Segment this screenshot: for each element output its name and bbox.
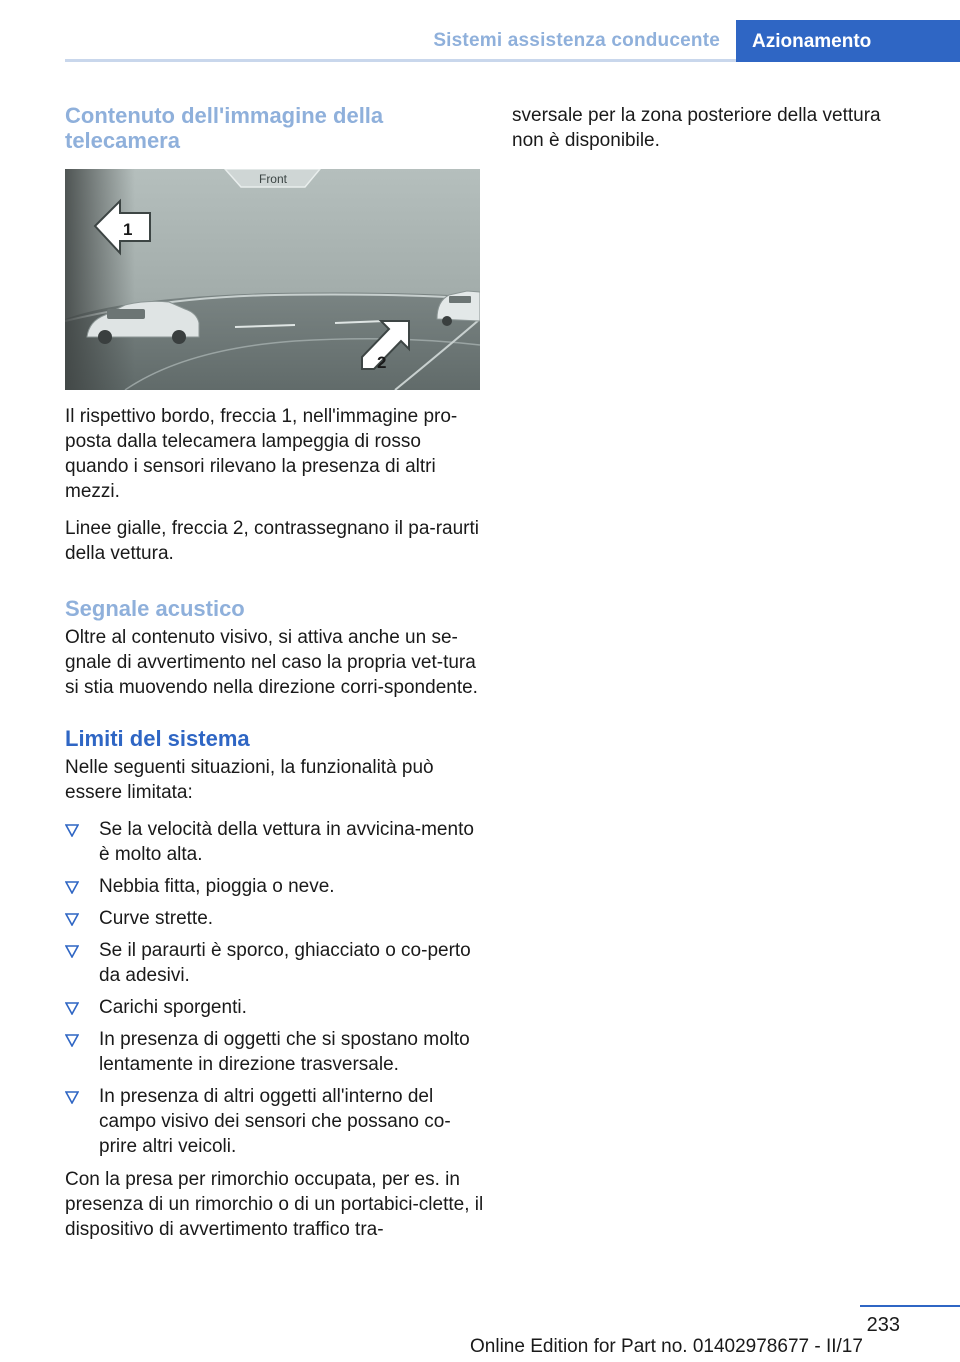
arrow-1-label: 1 xyxy=(123,220,133,239)
list-item-text: Carichi sporgenti. xyxy=(99,997,247,1018)
triangle-bullet-icon xyxy=(65,944,79,958)
paragraph-limits-intro: Nelle seguenti situazioni, la funzionalità può essere limitata: xyxy=(65,757,434,803)
page-number: 233 xyxy=(866,1314,900,1336)
triangle-bullet-icon xyxy=(65,1033,79,1047)
list-item-text: In presenza di oggetti che si spostano molto lentamente in direzione trasversale. xyxy=(99,1029,470,1075)
heading-camera-image: Contenuto dell'immagine della telecamera xyxy=(65,103,384,153)
heading-acoustic-signal: Segnale acustico xyxy=(65,596,245,621)
paragraph-trailer-socket: Con la presa per rimorchio occupata, per es. in presenza di un rimorchio o di un portabici-clette, il dispositivo di avvertimento traffico tra- xyxy=(65,1169,484,1240)
list-item-text: Curve strette. xyxy=(99,908,214,929)
list-item xyxy=(65,995,485,1020)
triangle-bullet-icon xyxy=(65,912,79,926)
list-item xyxy=(65,906,485,931)
triangle-bullet-icon xyxy=(65,1001,79,1015)
arrow-2-label: 2 xyxy=(377,353,387,372)
edition-footer: Online Edition for Part no. 01402978677 - II/17 xyxy=(470,1336,863,1357)
header-section-title[interactable]: Sistemi assistenza conducente xyxy=(433,30,720,51)
triangle-bullet-icon xyxy=(65,880,79,894)
left-column xyxy=(65,103,485,1254)
list-item-text: Se il paraurti è sporco, ghiacciato o co-perto da adesivi. xyxy=(99,940,471,986)
footer-rule xyxy=(860,1305,960,1307)
paragraph-trailer-socket-cont: sversale per la zona posteriore della vettura non è disponibile. xyxy=(512,105,881,151)
header-chapter-tab[interactable]: Azionamento xyxy=(736,20,960,62)
limits-list xyxy=(65,817,485,1159)
triangle-bullet-icon xyxy=(65,1090,79,1104)
list-item xyxy=(65,874,485,899)
heading-system-limits: Limiti del sistema xyxy=(65,726,250,751)
list-item xyxy=(65,817,485,867)
right-column xyxy=(512,103,912,165)
list-item-text: Se la velocità della vettura in avvicina-mento è molto alta. xyxy=(99,819,474,865)
paragraph-yellow-lines: Linee gialle, freccia 2, contrassegnano il pa-raurti della vettura. xyxy=(65,518,480,564)
list-item xyxy=(65,1027,485,1077)
list-item-text: Nebbia fitta, pioggia o neve. xyxy=(99,876,335,897)
front-label: Front xyxy=(258,172,288,186)
list-item xyxy=(65,1084,485,1159)
paragraph-flashing-edge: Il rispettivo bordo, freccia 1, nell'immagine pro-posta dalla telecamera lampeggia di rosso quando i sensori rilevano la presenza di altri mezzi. xyxy=(65,406,458,502)
camera-figure xyxy=(65,169,480,390)
triangle-bullet-icon xyxy=(65,823,79,837)
list-item-text: In presenza di altri oggetti all'interno del campo visivo dei sensori che possano co-prire altri veicoli. xyxy=(99,1086,451,1157)
paragraph-acoustic-signal: Oltre al contenuto visivo, si attiva anche un se-gnale di avvertimento nel caso la propria vet-tura si stia muovendo nella direzione corri-spondente. xyxy=(65,627,478,698)
list-item xyxy=(65,938,485,988)
